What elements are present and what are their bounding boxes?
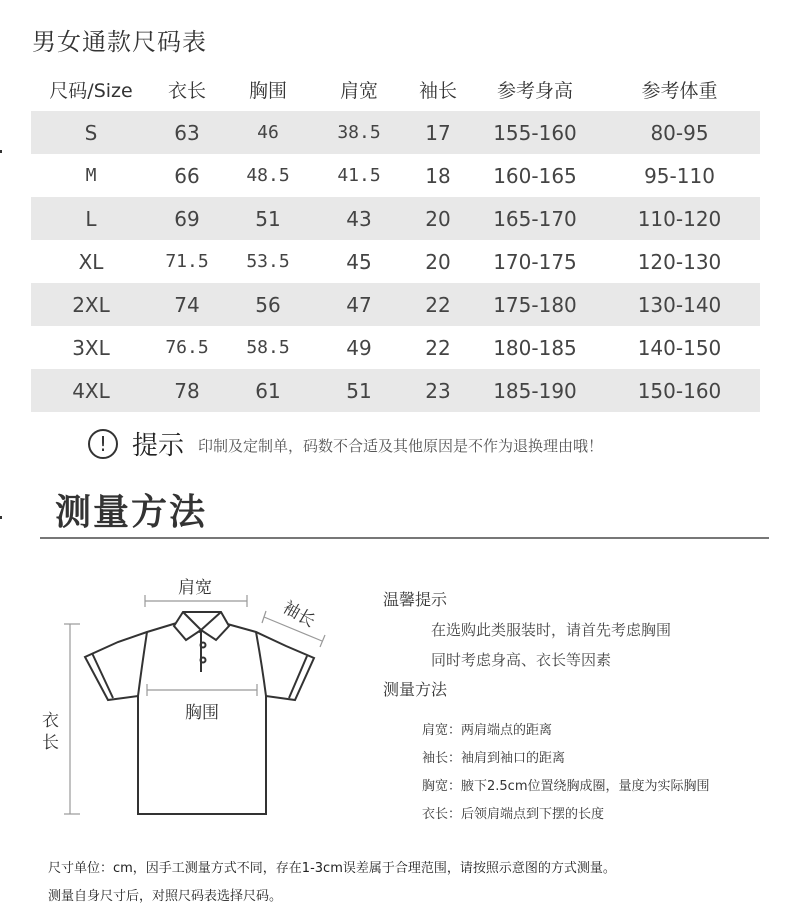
cell-height: 175-180	[493, 292, 577, 317]
tip-line: 在选购此类服装时，请首先考虑胸围	[431, 621, 672, 639]
left-edge-mark	[0, 150, 2, 153]
cell-chest: 56	[255, 292, 281, 317]
cell-sleeve: 22	[425, 292, 451, 317]
table-row	[31, 111, 760, 154]
cell-size: 2XL	[72, 292, 110, 317]
cell-height: 180-185	[493, 335, 577, 360]
label-chest: 胸围	[185, 703, 219, 723]
footer-line: 测量自身尺寸后，对照尺码表选择尺码。	[48, 889, 283, 904]
cell-weight: 140-150	[637, 335, 722, 360]
cell-shoulder: 38.5	[337, 122, 381, 143]
cell-size: 3XL	[72, 335, 110, 360]
measurement-guide	[383, 585, 671, 705]
cell-sleeve: 20	[425, 206, 451, 231]
cell-sleeve: 17	[425, 120, 451, 145]
cell-shoulder: 47	[346, 292, 372, 317]
cell-length: 66	[174, 163, 200, 188]
size-table	[31, 68, 760, 412]
tip-line: 同时考虑身高、衣长等因素	[431, 651, 612, 669]
label-sleeve: 袖长	[279, 597, 319, 632]
tips-heading: 温馨提示	[383, 590, 448, 609]
cell-weight: 150-160	[637, 378, 722, 403]
measurement-methods	[422, 717, 710, 829]
notice-text: 印制及定制单，码数不合适及其他原因是不作为退换理由哦！	[198, 437, 604, 455]
method-length: 衣长：后领肩端点到下摆的长度	[422, 807, 605, 822]
cell-length: 76.5	[165, 337, 209, 358]
cell-weight: 120-130	[637, 249, 722, 274]
cell-shoulder: 51	[346, 378, 372, 403]
header-chest: 胸围	[248, 80, 287, 102]
cell-height: 165-170	[493, 206, 577, 231]
cell-length: 63	[174, 120, 200, 145]
cell-length: 69	[174, 206, 200, 231]
cell-chest: 48.5	[246, 165, 290, 186]
table-header-row	[31, 68, 760, 111]
cell-weight: 80-95	[650, 120, 709, 145]
table-row	[31, 326, 760, 369]
cell-chest: 58.5	[246, 337, 290, 358]
header-length: 衣长	[167, 80, 206, 102]
header-size: 尺码/Size	[49, 80, 133, 102]
header-shoulder: 肩宽	[339, 80, 378, 102]
header-height: 参考身高	[496, 80, 573, 102]
cell-height: 185-190	[493, 378, 577, 403]
cell-shoulder: 41.5	[337, 165, 381, 186]
cell-sleeve: 22	[425, 335, 451, 360]
table-row	[31, 240, 760, 283]
method-shoulder: 肩宽：两肩端点的距离	[422, 723, 553, 738]
notice	[88, 425, 603, 462]
methods-heading: 测量方法	[383, 680, 448, 699]
table-row	[31, 283, 760, 326]
cell-height: 170-175	[493, 249, 577, 274]
label-length: 衣长	[42, 711, 59, 753]
cell-chest: 46	[257, 122, 279, 143]
cell-shoulder: 45	[346, 249, 372, 274]
footer-notes	[48, 855, 616, 911]
label-shoulder: 肩宽	[178, 578, 212, 598]
cell-height: 155-160	[493, 120, 577, 145]
cell-weight: 130-140	[637, 292, 722, 317]
table-row	[31, 154, 760, 197]
notice-title: 提示	[132, 431, 185, 461]
cell-weight: 95-110	[644, 163, 715, 188]
cell-chest: 51	[255, 206, 281, 231]
cell-sleeve: 23	[425, 378, 451, 403]
header-sleeve: 袖长	[418, 80, 457, 102]
cell-size: 4XL	[72, 378, 110, 403]
cell-length: 71.5	[165, 251, 209, 272]
section-title: 测量方法	[55, 492, 208, 533]
table-row	[31, 369, 760, 412]
cell-weight: 110-120	[637, 206, 722, 231]
cell-shoulder: 49	[346, 335, 372, 360]
page-title: 男女通款尺码表	[32, 28, 207, 56]
cell-size: M	[85, 165, 97, 186]
cell-height: 160-165	[493, 163, 577, 188]
cell-sleeve: 20	[425, 249, 451, 274]
exclamation-circle-icon: !	[88, 429, 118, 459]
cell-sleeve: 18	[425, 163, 451, 188]
header-weight: 参考体重	[641, 80, 718, 102]
method-chest: 胸宽：腋下2.5cm位置绕胸成圈，量度为实际胸围	[422, 779, 710, 794]
left-edge-mark	[0, 516, 2, 519]
cell-size: L	[85, 206, 97, 231]
table-row	[31, 197, 760, 240]
cell-length: 74	[174, 292, 200, 317]
method-sleeve: 袖长：袖肩到袖口的距离	[422, 751, 566, 766]
cell-shoulder: 43	[346, 206, 372, 231]
cell-size: S	[84, 120, 98, 145]
cell-chest: 53.5	[246, 251, 290, 272]
section-divider	[40, 537, 769, 539]
measurement-diagram	[30, 560, 350, 830]
cell-length: 78	[174, 378, 200, 403]
cell-chest: 61	[255, 378, 281, 403]
footer-line: 尺寸单位：cm，因手工测量方式不同，存在1-3cm误差属于合理范围，请按照示意图的方式测量。	[48, 861, 616, 876]
cell-size: XL	[78, 249, 104, 274]
